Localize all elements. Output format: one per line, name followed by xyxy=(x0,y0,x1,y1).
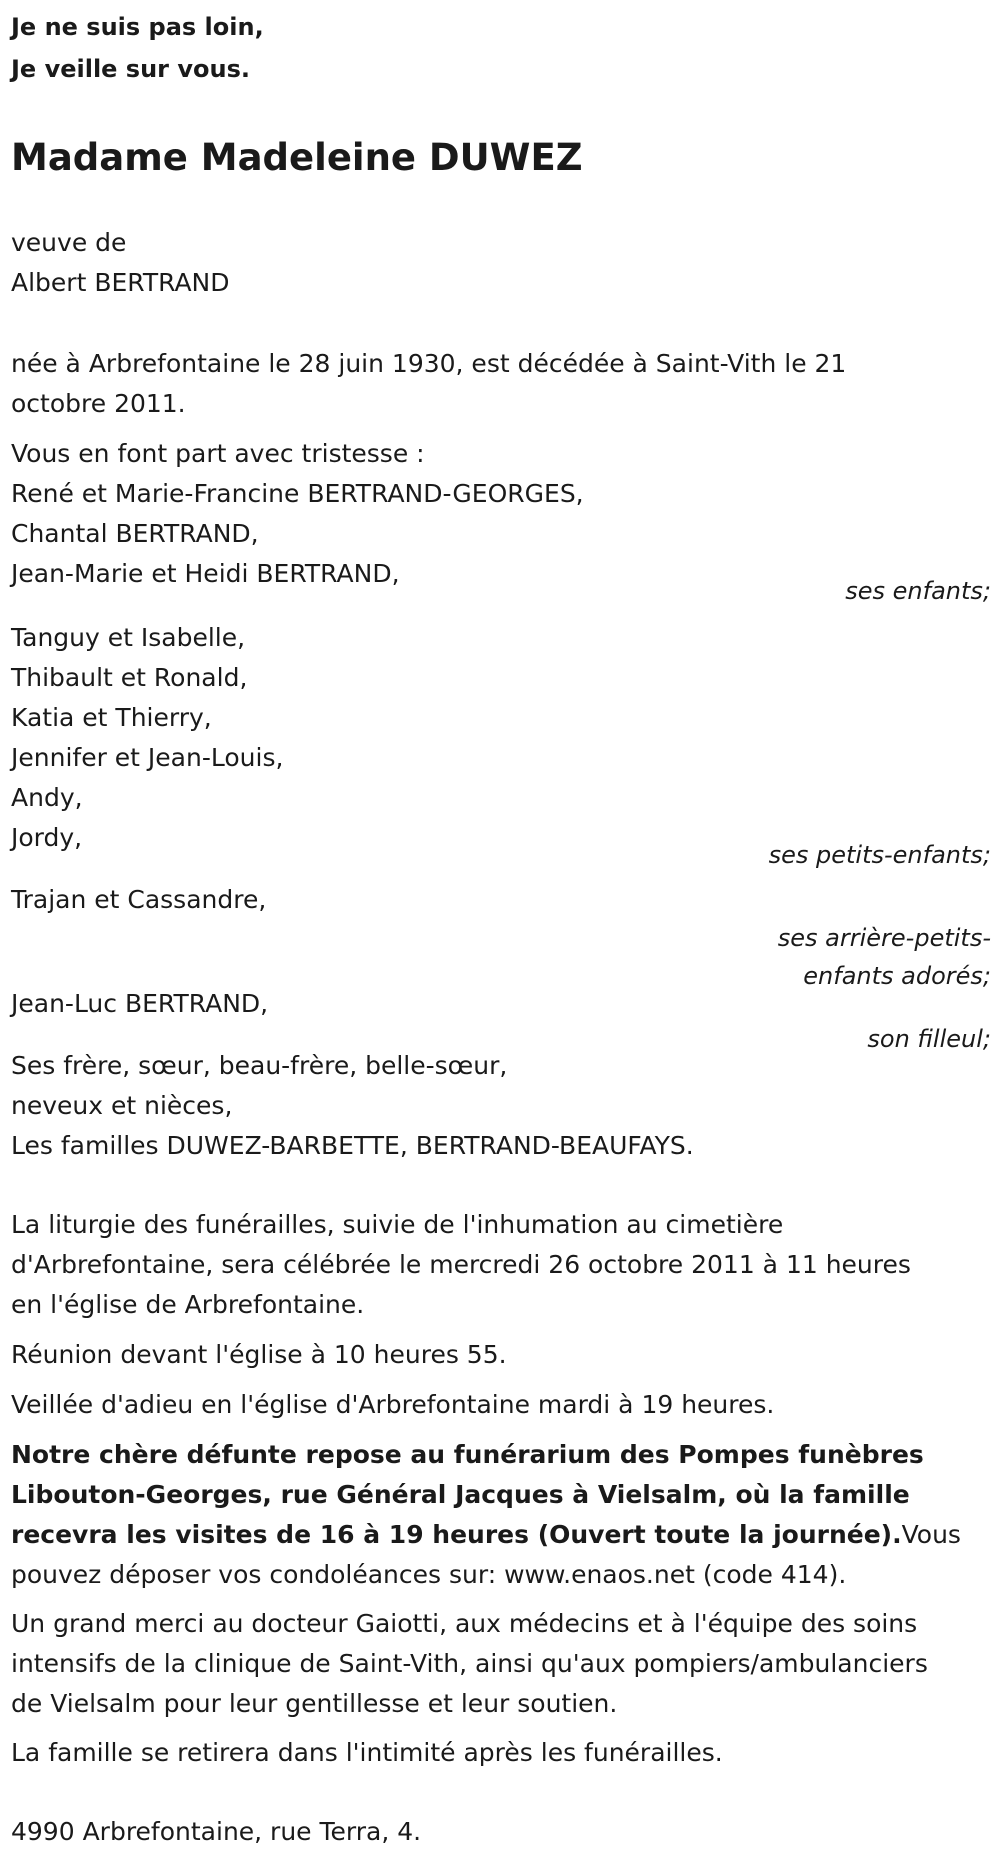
grandchildren-relation: ses petits-enfants; xyxy=(768,841,991,869)
widow-of xyxy=(11,223,230,303)
family-line: neveux et nièces, xyxy=(11,1091,233,1120)
funeral-home-line-1: Notre chère défunte repose au funérarium des Pompes funèbres xyxy=(11,1440,924,1469)
epitaph-line-1: Je ne suis pas loin, xyxy=(11,13,264,41)
thanks-section xyxy=(11,1604,928,1724)
great-grandchildren-relation-line-2: enfants adorés; xyxy=(803,962,991,990)
address: 4990 Arbrefontaine, rue Terra, 4. xyxy=(11,1817,422,1846)
godson-relation: son filleul; xyxy=(867,1025,991,1053)
grandchild-name: Jordy, xyxy=(11,823,83,852)
thanks-line: intensifs de la clinique de Saint-Vith, ainsi qu'aux pompiers/ambulanciers xyxy=(11,1649,928,1678)
meeting-info: Réunion devant l'église à 10 heures 55. xyxy=(11,1340,507,1369)
children-section xyxy=(11,434,991,608)
spouse-name: Albert BERTRAND xyxy=(11,268,230,297)
child-name: René et Marie-Francine BERTRAND-GEORGES, xyxy=(11,479,584,508)
liturgy-line: d'Arbrefontaine, sera célébrée le mercredi 26 octobre 2011 à 11 heures xyxy=(11,1250,911,1279)
birth-death xyxy=(11,344,846,424)
condolences-start: Vous xyxy=(901,1520,961,1549)
grandchild-name: Tanguy et Isabelle, xyxy=(11,623,246,652)
family-section xyxy=(11,1046,694,1166)
funeral-home-section xyxy=(11,1435,961,1595)
liturgy-line: La liturgie des funérailles, suivie de l'inhumation au cimetière xyxy=(11,1210,784,1239)
birth-death-line-1: née à Arbrefontaine le 28 juin 1930, est décédée à Saint-Vith le 21 xyxy=(11,349,847,378)
grandchild-name: Katia et Thierry, xyxy=(11,703,212,732)
family-line: Les familles DUWEZ-BARBETTE, BERTRAND-BEAUFAYS. xyxy=(11,1131,694,1160)
liturgy-section xyxy=(11,1205,911,1325)
condolences-line: pouvez déposer vos condoléances sur: www.enaos.net (code 414). xyxy=(11,1560,847,1589)
funeral-home-bold-text: recevra les visites de 16 à 19 heures (Ouvert toute la journée). xyxy=(11,1520,902,1549)
great-grandchild-name: Trajan et Cassandre, xyxy=(11,885,267,914)
grandchild-name: Thibault et Ronald, xyxy=(11,663,248,692)
grandchild-name: Jennifer et Jean-Louis, xyxy=(11,743,284,772)
funeral-home-line-3 xyxy=(11,1515,961,1555)
vigil-info: Veillée d'adieu en l'église d'Arbrefontaine mardi à 19 heures. xyxy=(11,1390,775,1419)
privacy-note: La famille se retirera dans l'intimité après les funérailles. xyxy=(11,1738,723,1767)
great-grandchildren-relation-line-1: ses arrière-petits- xyxy=(777,924,991,952)
child-name: Chantal BERTRAND, xyxy=(11,519,259,548)
family-line: Ses frère, sœur, beau-frère, belle-sœur, xyxy=(11,1051,508,1080)
birth-death-line-2: octobre 2011. xyxy=(11,389,186,418)
children-relation: ses enfants; xyxy=(845,577,991,605)
thanks-line: de Vielsalm pour leur gentillesse et leur soutien. xyxy=(11,1689,618,1718)
deceased-name: Madame Madeleine DUWEZ xyxy=(11,136,583,179)
announcement: Vous en font part avec tristesse : xyxy=(11,439,425,468)
child-name: Jean-Marie et Heidi BERTRAND, xyxy=(11,559,400,588)
godson-name: Jean-Luc BERTRAND, xyxy=(11,989,269,1018)
liturgy-line: en l'église de Arbrefontaine. xyxy=(11,1290,365,1319)
widow-of-label: veuve de xyxy=(11,228,127,257)
great-grandchildren-section xyxy=(11,880,991,994)
epitaph xyxy=(11,6,264,90)
grandchildren-section xyxy=(11,618,991,872)
grandchild-name: Andy, xyxy=(11,783,83,812)
thanks-line: Un grand merci au docteur Gaiotti, aux médecins et à l'équipe des soins xyxy=(11,1609,918,1638)
epitaph-line-2: Je veille sur vous. xyxy=(11,55,250,83)
funeral-home-line-2: Libouton-Georges, rue Général Jacques à Vielsalm, où la famille xyxy=(11,1480,910,1509)
